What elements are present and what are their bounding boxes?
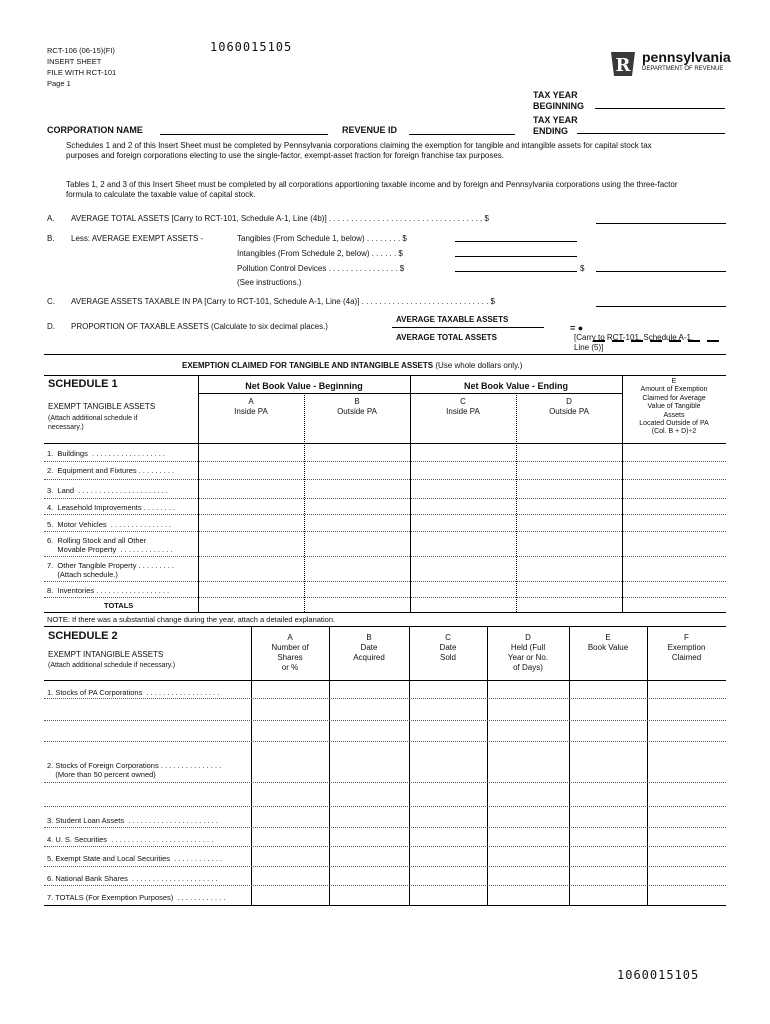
row-divider [44, 866, 726, 867]
schedule2-col-a: A Number of Shares or % [271, 633, 309, 672]
row-divider [44, 846, 726, 847]
schedule2-col-line [329, 626, 330, 906]
logo-name: pennsylvania [642, 49, 731, 65]
divider [44, 354, 726, 355]
schedule2-col-f: F Exemption Claimed [667, 633, 706, 662]
row-divider [44, 581, 726, 582]
schedule2-col-line [569, 626, 570, 906]
row-divider [44, 514, 726, 515]
row-divider [44, 827, 726, 828]
see-instructions-label: (See instructions.) [237, 278, 302, 287]
pollution-control-field[interactable] [455, 271, 577, 272]
row-divider [44, 498, 726, 499]
average-total-assets-label: AVERAGE TOTAL ASSETS [396, 333, 497, 342]
schedule1-row-motor-vehicles: 5. Motor Vehicles . . . . . . . . . . . . . . . [47, 520, 172, 529]
tax-year-ending-field[interactable] [577, 133, 725, 134]
schedule1-totals-label: TOTALS [104, 601, 134, 610]
schedule1-row-inventories: 8. Inventories . . . . . . . . . . . . . . . . . . [47, 586, 170, 595]
row-divider [44, 782, 726, 783]
line-b-dollar: $ [580, 264, 585, 273]
schedule1-row-equipment: 2. Equipment and Fixtures . . . . . . . . . [47, 466, 175, 475]
average-taxable-assets-label: AVERAGE TAXABLE ASSETS [396, 315, 509, 324]
schedule2-col-d: D Held (Full Year or No. of Days) [507, 633, 549, 672]
schedule2-col-line [409, 626, 410, 906]
schedule2-row-national-bank: 6. National Bank Shares . . . . . . . . . . . . . . . . . . . . . [47, 874, 218, 883]
schedule2-row-foreign-stocks: 2. Stocks of Foreign Corporations . . . . . . . . . . . . . . . (More than 50 percent owned) [47, 761, 222, 779]
schedule2-row-totals: 7. TOTALS (For Exemption Purposes) . . . . . . . . . . . . [47, 893, 226, 902]
schedule2-col-b: B Date Acquired [353, 633, 385, 662]
line-d-carry: [Carry to RCT-101, Schedule A-1, Line (5)] [574, 333, 694, 352]
schedule2-row-us-securities: 4. U. S. Securities . . . . . . . . . . . . . . . . . . . . . . . . . [47, 835, 214, 844]
schedule2-col-e: E Book Value [587, 633, 629, 652]
schedule2-col-line [251, 626, 252, 906]
line-d-letter: D. [47, 322, 55, 331]
schedule1-col-c: C Inside PA [446, 397, 480, 416]
schedule2-bottom-border [44, 905, 726, 906]
schedule1-col-line [198, 375, 199, 612]
instructions-paragraph-2: Tables 1, 2 and 3 of this Insert Sheet must be completed by all corporations apportioning taxable income and by foreign and Pennsylvania corporations using the three-factor formula to calculate the taxable value of capital stock. [66, 180, 678, 199]
revenue-id-label: REVENUE ID [342, 125, 398, 135]
line-a-field[interactable] [596, 223, 726, 224]
nbv-beginning-header: Net Book Value - Beginning [245, 381, 363, 391]
schedule1-row-other-tangible: 7. Other Tangible Property . . . . . . . . . (Attach schedule.) [47, 561, 175, 579]
line-c-field[interactable] [596, 306, 726, 307]
row-divider [44, 698, 726, 699]
line-b-letter: B. [47, 234, 55, 243]
schedule1-attach-note: (Attach additional schedule if necessary.) [48, 415, 138, 431]
tangibles-field[interactable] [455, 241, 577, 242]
line-b-label: Less: AVERAGE EXEMPT ASSETS - [71, 234, 204, 243]
row-divider [44, 531, 726, 532]
schedule1-col-line [516, 393, 517, 612]
schedule1-row-leasehold: 4. Leasehold Improvements . . . . . . . . [47, 503, 175, 512]
line-d-label: PROPORTION OF TAXABLE ASSETS (Calculate to six decimal places.) [71, 322, 328, 331]
svg-text:R: R [615, 55, 631, 76]
row-divider [44, 479, 726, 480]
barcode-number-bottom: 1060015105 [617, 968, 700, 982]
schedule1-note: NOTE: If there was a substantial change during the year, attach a detailed explanation. [47, 615, 336, 624]
schedule2-header-bottom [44, 680, 726, 681]
schedule1-row-buildings: 1. Buildings . . . . . . . . . . . . . . . . . . [47, 449, 165, 458]
schedule2-row-student-loans: 3. Student Loan Assets . . . . . . . . . . . . . . . . . . . . . . [47, 816, 218, 825]
exemption-title: EXEMPTION CLAIMED FOR TANGIBLE AND INTANGIBLE ASSETS [182, 361, 434, 370]
schedule1-title: SCHEDULE 1 [48, 378, 118, 390]
schedule1-col-line [410, 375, 411, 612]
nbv-ending-header: Net Book Value - Ending [463, 381, 568, 391]
tax-year-beginning-label: TAX YEAR BEGINNING [533, 90, 585, 111]
file-with-label: FILE WITH RCT-101 [47, 68, 117, 77]
schedule1-col-a: A Inside PA [234, 397, 268, 416]
schedule1-top-border [44, 375, 726, 376]
schedule1-row-rolling-stock: 6. Rolling Stock and all Other Movable Property . . . . . . . . . . . . . [47, 536, 173, 554]
line-a-letter: A. [47, 214, 55, 223]
schedule1-col-line [304, 393, 305, 612]
schedule2-row-state-local: 5. Exempt State and Local Securities . . . . . . . . . . . . [47, 854, 223, 863]
barcode-number-top: 1060015105 [210, 40, 293, 54]
row-divider [44, 885, 726, 886]
schedule1-bottom-border [44, 612, 726, 613]
line-b-total-field[interactable] [596, 271, 726, 272]
intangibles-field[interactable] [455, 256, 577, 257]
row-divider [44, 720, 726, 721]
instructions-paragraph-1: Schedules 1 and 2 of this Insert Sheet must be completed by Pennsylvania corporations claiming the exemption for tangible and intangible assets for capital stock tax purposes and foreign corporations electing to use the single-factor, exempt-asset fraction for foreign franchise tax purposes. [66, 141, 652, 160]
schedule2-subtitle: EXEMPT INTANGIBLE ASSETS [48, 650, 164, 659]
line-c-label: AVERAGE ASSETS TAXABLE IN PA [Carry to RCT-101, Schedule A-1, Line (4a)] . . . . . . . . . . . . . . . . . . . . . . . . . . . . . $ [71, 297, 496, 306]
schedule2-top-border [44, 626, 726, 627]
schedule2-title: SCHEDULE 2 [48, 630, 118, 642]
logo-department: DEPARTMENT OF REVENUE [642, 66, 724, 72]
corporation-name-label: CORPORATION NAME [47, 125, 143, 135]
form-id: RCT-106 (06-15)(FI) [47, 46, 115, 55]
schedule2-attach-note: (Attach additional schedule if necessary.) [48, 662, 176, 669]
keystone-logo-icon [608, 49, 638, 79]
intangibles-label: Intangibles (From Schedule 2, below) . . . . . . $ [237, 249, 403, 258]
schedule2-col-line [647, 626, 648, 906]
schedule1-header-bottom [44, 443, 726, 444]
schedule2-row-pa-stocks: 1. Stocks of PA Corporations . . . . . . . . . . . . . . . . . . [47, 688, 220, 697]
exemption-heading [182, 361, 522, 371]
corporation-name-field[interactable] [160, 134, 328, 135]
tax-year-ending-label: TAX YEAR ENDING [533, 115, 578, 136]
schedule1-col-b: B Outside PA [337, 397, 377, 416]
line-c-letter: C. [47, 297, 55, 306]
proportion-equals: = ● [570, 323, 584, 333]
revenue-id-field[interactable] [409, 134, 515, 135]
tax-year-beginning-field[interactable] [595, 108, 725, 109]
row-divider [44, 461, 726, 462]
schedule1-col-e: E Amount of Exemption Claimed for Average Value of Tangible Assets Located Outside of PA (Col. B + D)÷2 [639, 378, 709, 436]
pollution-control-label: Pollution Control Devices . . . . . . . . . . . . . . . . $ [237, 264, 405, 273]
row-divider [44, 556, 726, 557]
schedule1-row-land: 3. Land . . . . . . . . . . . . . . . . . . . . . . [47, 486, 168, 495]
schedule1-col-line [622, 375, 623, 612]
row-divider [44, 597, 726, 598]
proportion-field[interactable] [593, 329, 725, 331]
row-divider [44, 741, 726, 742]
insert-sheet-label: INSERT SHEET [47, 57, 102, 66]
schedule1-subtitle: EXEMPT TANGIBLE ASSETS [48, 402, 156, 411]
schedule2-col-line [487, 626, 488, 906]
exemption-note: (Use whole dollars only.) [435, 361, 523, 370]
page-label: Page 1 [47, 79, 71, 88]
schedule2-col-c: C Date Sold [439, 633, 457, 662]
line-a-label: AVERAGE TOTAL ASSETS [Carry to RCT-101, Schedule A-1, Line (4b)] . . . . . . . . . . . . . . . . . . . . . . . . . . . . . . . . . . . $ [71, 214, 489, 223]
tangibles-label: Tangibles (From Schedule 1, below) . . . . . . . . $ [237, 234, 407, 243]
fraction-bar [392, 327, 544, 328]
schedule1-col-d: D Outside PA [549, 397, 589, 416]
row-divider [44, 806, 726, 807]
